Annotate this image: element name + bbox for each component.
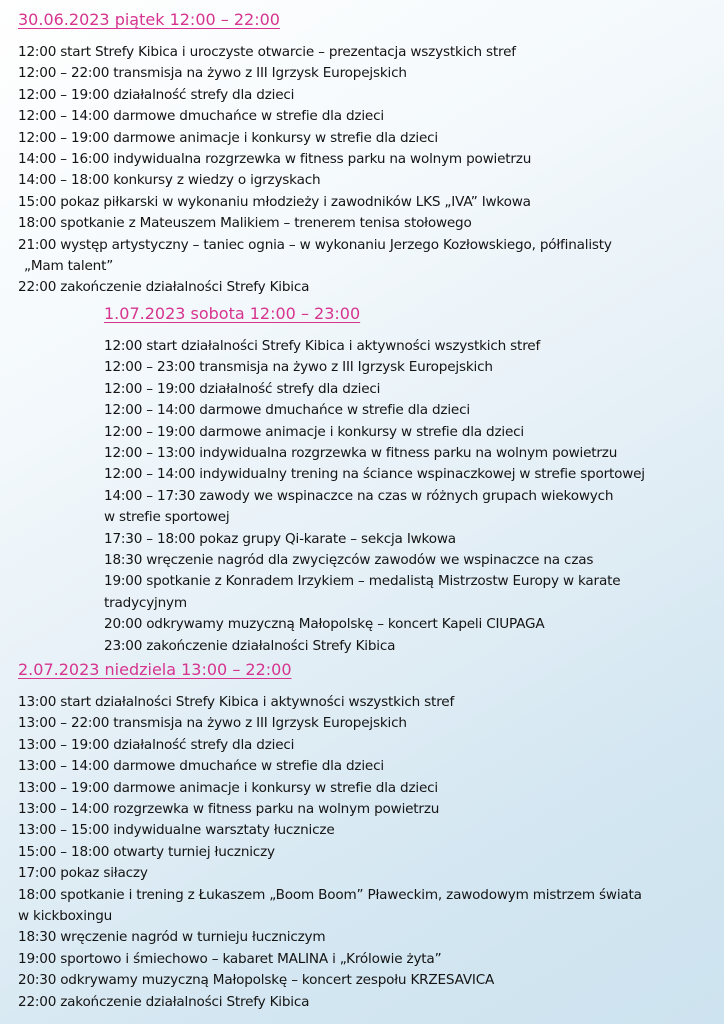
event-time: 21:00 xyxy=(18,236,57,253)
event-time: 14:00 – 18:00 xyxy=(18,172,110,189)
event-description: spotkanie z Konradem Irzykiem – medalistą Mistrzostw Europy w karate xyxy=(146,573,621,590)
event-list xyxy=(104,336,645,657)
event-time: 12:00 – 22:00 xyxy=(18,65,110,82)
event-time: 12:00 – 13:00 xyxy=(104,445,196,462)
schedule-event-item xyxy=(104,529,645,550)
event-time: 14:00 – 16:00 xyxy=(18,151,110,168)
event-description: działalność strefy dla dzieci xyxy=(113,86,295,103)
schedule-event-item xyxy=(104,336,645,357)
event-time: 18:00 xyxy=(18,215,57,232)
event-description: transmisja na żywo z III Igrzysk Europejskich xyxy=(113,715,407,732)
event-description: zakończenie działalności Strefy Kibica xyxy=(60,279,310,296)
event-time: 19:00 xyxy=(104,573,143,590)
event-description: transmisja na żywo z III Igrzysk Europejskich xyxy=(113,65,407,82)
event-description: wręczenie nagród w turnieju łuczniczym xyxy=(60,929,326,946)
schedule-event-item xyxy=(18,992,642,1013)
schedule-event-item xyxy=(18,756,642,777)
day-heading: 2.07.2023 niedziela 13:00 – 22:00 xyxy=(18,660,292,679)
event-description: spotkanie i trening z Łukaszem „Boom Boom” Pławeckim, zawodowym mistrzem świata xyxy=(60,886,642,903)
day-section-sunday xyxy=(18,658,642,1013)
schedule-event-item xyxy=(18,927,642,948)
event-description: rozgrzewka w fitness parku na wolnym powietrzu xyxy=(113,801,440,818)
event-description: pokaz piłkarski w wykonaniu młodzieży i zawodników LKS „IVA” Iwkowa xyxy=(60,193,531,210)
event-time: 20:30 xyxy=(18,972,57,989)
event-time: 13:00 – 22:00 xyxy=(18,715,110,732)
schedule-event-item xyxy=(104,486,645,529)
event-time: 22:00 xyxy=(18,279,57,296)
event-description: działalność strefy dla dzieci xyxy=(113,736,295,753)
event-description: konkursy z wiedzy o igrzyskach xyxy=(113,172,321,189)
event-description: darmowe dmuchańce w strefie dla dzieci xyxy=(113,108,384,125)
schedule-event-item xyxy=(18,885,642,928)
event-description: wręczenie nagród dla zwycięzców zawodów we wspinaczce na czas xyxy=(146,552,594,569)
schedule-event-item xyxy=(18,85,612,106)
event-description: pokaz siłaczy xyxy=(60,865,148,882)
event-description: start działalności Strefy Kibica i aktywności wszystkich stref xyxy=(146,338,541,354)
event-description: odkrywamy muzyczną Małopolskę – koncert Kapeli CIUPAGA xyxy=(146,616,545,633)
event-time: 15:00 xyxy=(18,193,57,210)
event-description: zawody we wspinaczce na czas w różnych grupach wiekowych xyxy=(199,487,614,504)
schedule-event-item xyxy=(18,106,612,127)
event-time: 17:30 – 18:00 xyxy=(104,530,196,547)
event-time: 13:00 – 14:00 xyxy=(18,801,110,818)
schedule-event-item xyxy=(104,550,645,571)
event-description: działalność strefy dla dzieci xyxy=(199,380,381,397)
schedule-event-item xyxy=(18,713,642,734)
day-section-saturday xyxy=(104,302,645,657)
event-description-continued: „Mam talent” xyxy=(24,258,114,275)
event-time: 13:00 – 19:00 xyxy=(18,779,110,796)
event-time: 23:00 xyxy=(104,637,143,654)
event-description: indywidualny trening na ściance wspinaczkowej w strefie sportowej xyxy=(199,466,645,483)
schedule-event-item xyxy=(18,692,642,713)
event-description: indywidualna rozgrzewka w fitness parku na wolnym powietrzu xyxy=(113,151,532,168)
event-description: sportowo i śmiechowo – kabaret MALINA i „Królowie żyta” xyxy=(60,950,442,967)
event-time: 15:00 – 18:00 xyxy=(18,843,110,860)
schedule-event-item xyxy=(104,636,645,657)
event-time: 13:00 – 14:00 xyxy=(18,758,110,775)
schedule-event-item xyxy=(104,379,645,400)
event-description: indywidualna rozgrzewka w fitness parku na wolnym powietrzu xyxy=(199,445,618,462)
schedule-event-item xyxy=(18,735,642,756)
event-time: 12:00 xyxy=(104,338,143,354)
event-description: start działalności Strefy Kibica i aktywności wszystkich stref xyxy=(60,694,455,710)
schedule-event-item xyxy=(104,422,645,443)
day-heading: 1.07.2023 sobota 12:00 – 23:00 xyxy=(104,304,361,323)
schedule-event-item xyxy=(104,614,645,635)
event-time: 14:00 – 17:30 xyxy=(104,487,196,504)
schedule-event-item xyxy=(18,863,642,884)
event-time: 18:30 xyxy=(104,552,143,569)
schedule-event-item xyxy=(18,820,642,841)
event-description: start Strefy Kibica i uroczyste otwarcie – prezentacja wszystkich stref xyxy=(60,44,516,60)
event-time: 18:30 xyxy=(18,929,57,946)
schedule-event-item xyxy=(18,949,642,970)
event-description: indywidualne warsztaty łucznicze xyxy=(113,822,335,839)
schedule-event-item xyxy=(18,970,642,991)
schedule-event-item xyxy=(18,42,612,63)
event-time: 12:00 – 19:00 xyxy=(104,380,196,397)
event-time: 12:00 – 14:00 xyxy=(104,466,196,483)
event-description: zakończenie działalności Strefy Kibica xyxy=(146,637,396,654)
event-time: 13:00 – 15:00 xyxy=(18,822,110,839)
event-description-continued: w strefie sportowej xyxy=(104,509,230,526)
event-time: 22:00 xyxy=(18,993,57,1010)
event-time: 12:00 xyxy=(18,44,57,60)
event-time: 12:00 – 19:00 xyxy=(18,129,110,146)
event-time: 12:00 – 14:00 xyxy=(104,402,196,419)
event-time: 17:00 xyxy=(18,865,57,882)
day-heading: 30.06.2023 piątek 12:00 – 22:00 xyxy=(18,10,280,29)
event-description-continued: tradycyjnym xyxy=(104,594,187,611)
event-description: darmowe animacje i konkursy w strefie dla dzieci xyxy=(113,779,438,796)
schedule-event-item xyxy=(18,192,612,213)
event-time: 18:00 xyxy=(18,886,57,903)
schedule-event-item xyxy=(18,277,612,298)
event-list xyxy=(18,42,612,299)
event-description: darmowe dmuchańce w strefie dla dzieci xyxy=(113,758,384,775)
schedule-event-item xyxy=(18,213,612,234)
event-time: 12:00 – 19:00 xyxy=(104,423,196,440)
event-description: odkrywamy muzyczną Małopolskę – koncert zespołu KRZESAVICA xyxy=(60,972,495,989)
event-description: otwarty turniej łuczniczy xyxy=(113,843,275,860)
event-time: 19:00 xyxy=(18,950,57,967)
event-description: darmowe dmuchańce w strefie dla dzieci xyxy=(199,402,470,419)
event-time: 20:00 xyxy=(104,616,143,633)
schedule-event-item xyxy=(18,149,612,170)
event-description: darmowe animacje i konkursy w strefie dla dzieci xyxy=(199,423,524,440)
schedule-event-item xyxy=(18,842,642,863)
schedule-event-item xyxy=(104,464,645,485)
schedule-event-item xyxy=(18,170,612,191)
event-description: spotkanie z Mateuszem Malikiem – trenerem tenisa stołowego xyxy=(60,215,472,232)
schedule-event-item xyxy=(104,443,645,464)
day-section-friday xyxy=(18,8,612,299)
schedule-event-item xyxy=(104,357,645,378)
event-list xyxy=(18,692,642,1013)
schedule-event-item xyxy=(18,63,612,84)
schedule-event-item xyxy=(104,571,645,614)
event-description: darmowe animacje i konkursy w strefie dla dzieci xyxy=(113,129,438,146)
event-description: występ artystyczny – taniec ognia – w wykonaniu Jerzego Kozłowskiego, półfinalisty xyxy=(60,236,612,253)
event-time: 13:00 xyxy=(18,694,57,710)
schedule-event-item xyxy=(18,778,642,799)
event-time: 12:00 – 19:00 xyxy=(18,86,110,103)
schedule-event-item xyxy=(18,235,612,278)
event-time: 12:00 – 14:00 xyxy=(18,108,110,125)
event-description: zakończenie działalności Strefy Kibica xyxy=(60,993,310,1010)
schedule-event-item xyxy=(104,400,645,421)
event-description-continued: w kickboxingu xyxy=(18,908,113,925)
schedule-event-item xyxy=(18,799,642,820)
event-time: 13:00 – 19:00 xyxy=(18,736,110,753)
event-description: transmisja na żywo z III Igrzysk Europejskich xyxy=(199,359,493,376)
schedule-event-item xyxy=(18,128,612,149)
event-description: pokaz grupy Qi-karate – sekcja Iwkowa xyxy=(199,530,456,547)
event-time: 12:00 – 23:00 xyxy=(104,359,196,376)
